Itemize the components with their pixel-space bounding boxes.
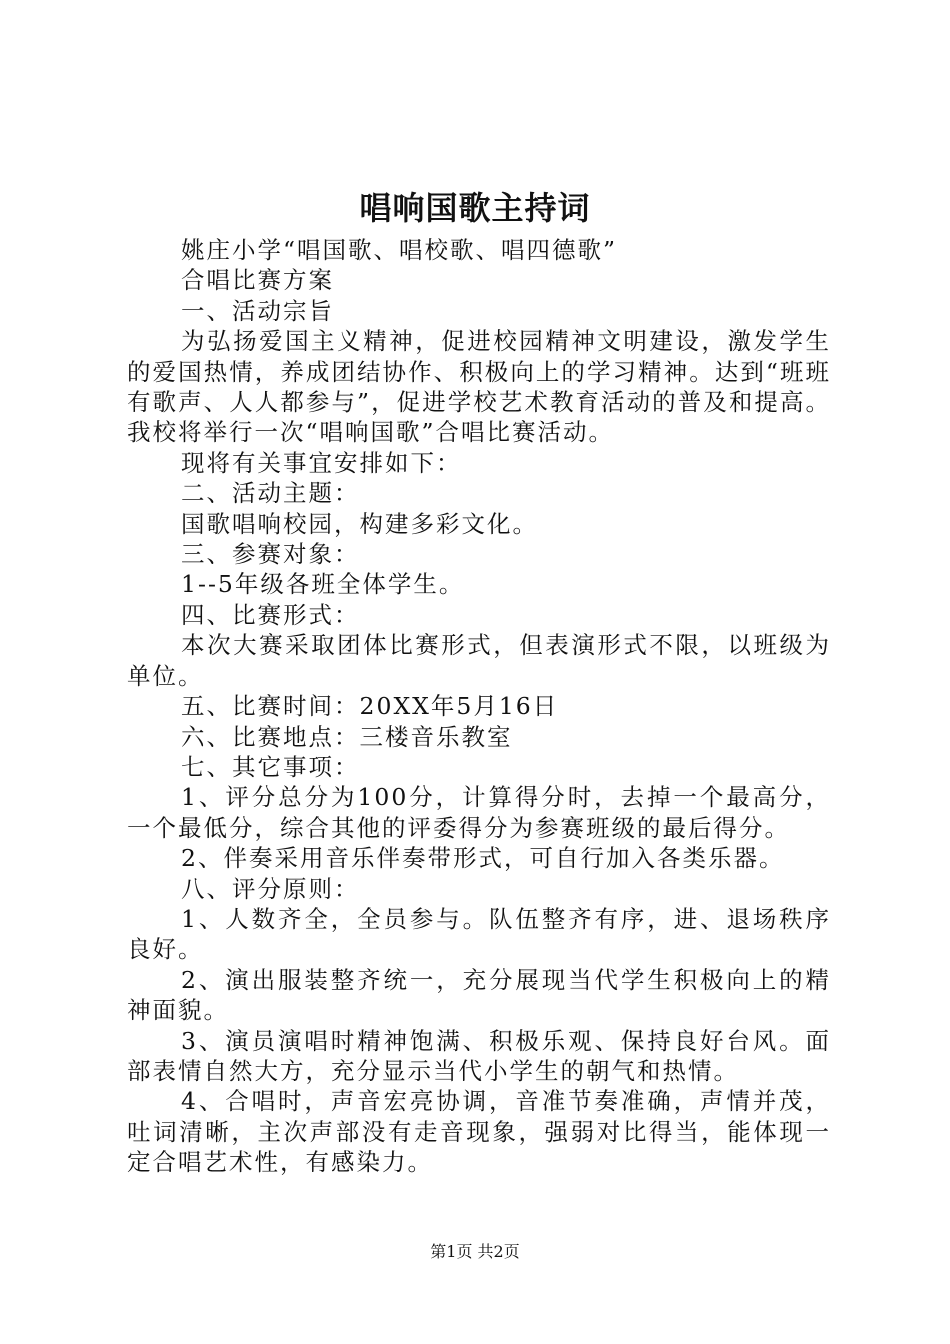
paragraph-format: 本次大赛采取团体比赛形式，但表演形式不限，以班级为单位。 bbox=[127, 631, 831, 690]
section-heading-location: 六、比赛地点：三楼音乐教室 bbox=[181, 722, 513, 751]
paragraph-criteria-3: 3、演员演唱时精神饱满、积极乐观、保持良好台风。面部表情自然大方，充分显示当代小学生的朝气和热情。 bbox=[127, 1026, 831, 1085]
document-title: 唱响国歌主持词 bbox=[359, 189, 591, 227]
paragraph-heading-school: 姚庄小学“唱国歌、唱校歌、唱四德歌” bbox=[181, 236, 618, 264]
section-heading-time: 五、比赛时间：20XX年5月16日 bbox=[181, 692, 559, 721]
paragraph-criteria-4: 4、合唱时，声音宏亮协调，音准节奏准确，声情并茂，吐词清晰，主次声部没有走音现象，强弱对比得当，能体现一定合唱艺术性，有感染力。 bbox=[127, 1087, 831, 1177]
paragraph-criteria-2: 2、演出服装整齐统一，充分展现当代学生积极向上的精神面貌。 bbox=[127, 965, 831, 1025]
section-heading-other: 七、其它事项： bbox=[181, 752, 360, 781]
paragraph-participants: 1--5年级各班全体学生。 bbox=[181, 570, 465, 599]
paragraph-criteria-1: 1、人数齐全，全员参与。队伍整齐有序，进、退场秩序良好。 bbox=[127, 904, 831, 964]
paragraph-purpose: 为弘扬爱国主义精神，促进校园精神文明建设，激发学生的爱国热情，养成团结协作、积极向上的学习精神。达到“班班有歌声、人人都参与”，促进学校艺术教育活动的普及和提高。我校将举行一次“唱响国歌”合唱比赛活动。 bbox=[127, 327, 831, 447]
paragraph-heading-plan: 合唱比赛方案 bbox=[181, 266, 335, 295]
paragraph-other-2: 2、伴奏采用音乐伴奏带形式，可自行加入各类乐器。 bbox=[181, 844, 785, 873]
section-heading-format: 四、比赛形式： bbox=[181, 600, 360, 629]
paragraph-other-1: 1、评分总分为100分，计算得分时，去掉一个最高分，一个最低分，综合其他的评委得分为参赛班级的最后得分。 bbox=[127, 783, 831, 842]
paragraph-theme: 国歌唱响校园，构建多彩文化。 bbox=[181, 509, 539, 538]
section-heading-participants: 三、参赛对象： bbox=[181, 540, 360, 569]
document-body bbox=[127, 235, 831, 1178]
section-heading-theme: 二、活动主题： bbox=[181, 479, 360, 508]
paragraph-arrangement: 现将有关事宜安排如下： bbox=[181, 448, 462, 477]
section-heading-purpose: 一、活动宗旨 bbox=[181, 296, 335, 325]
section-heading-criteria: 八、评分原则： bbox=[181, 874, 360, 903]
page-footer: 第1页 共2页 bbox=[430, 1242, 520, 1261]
